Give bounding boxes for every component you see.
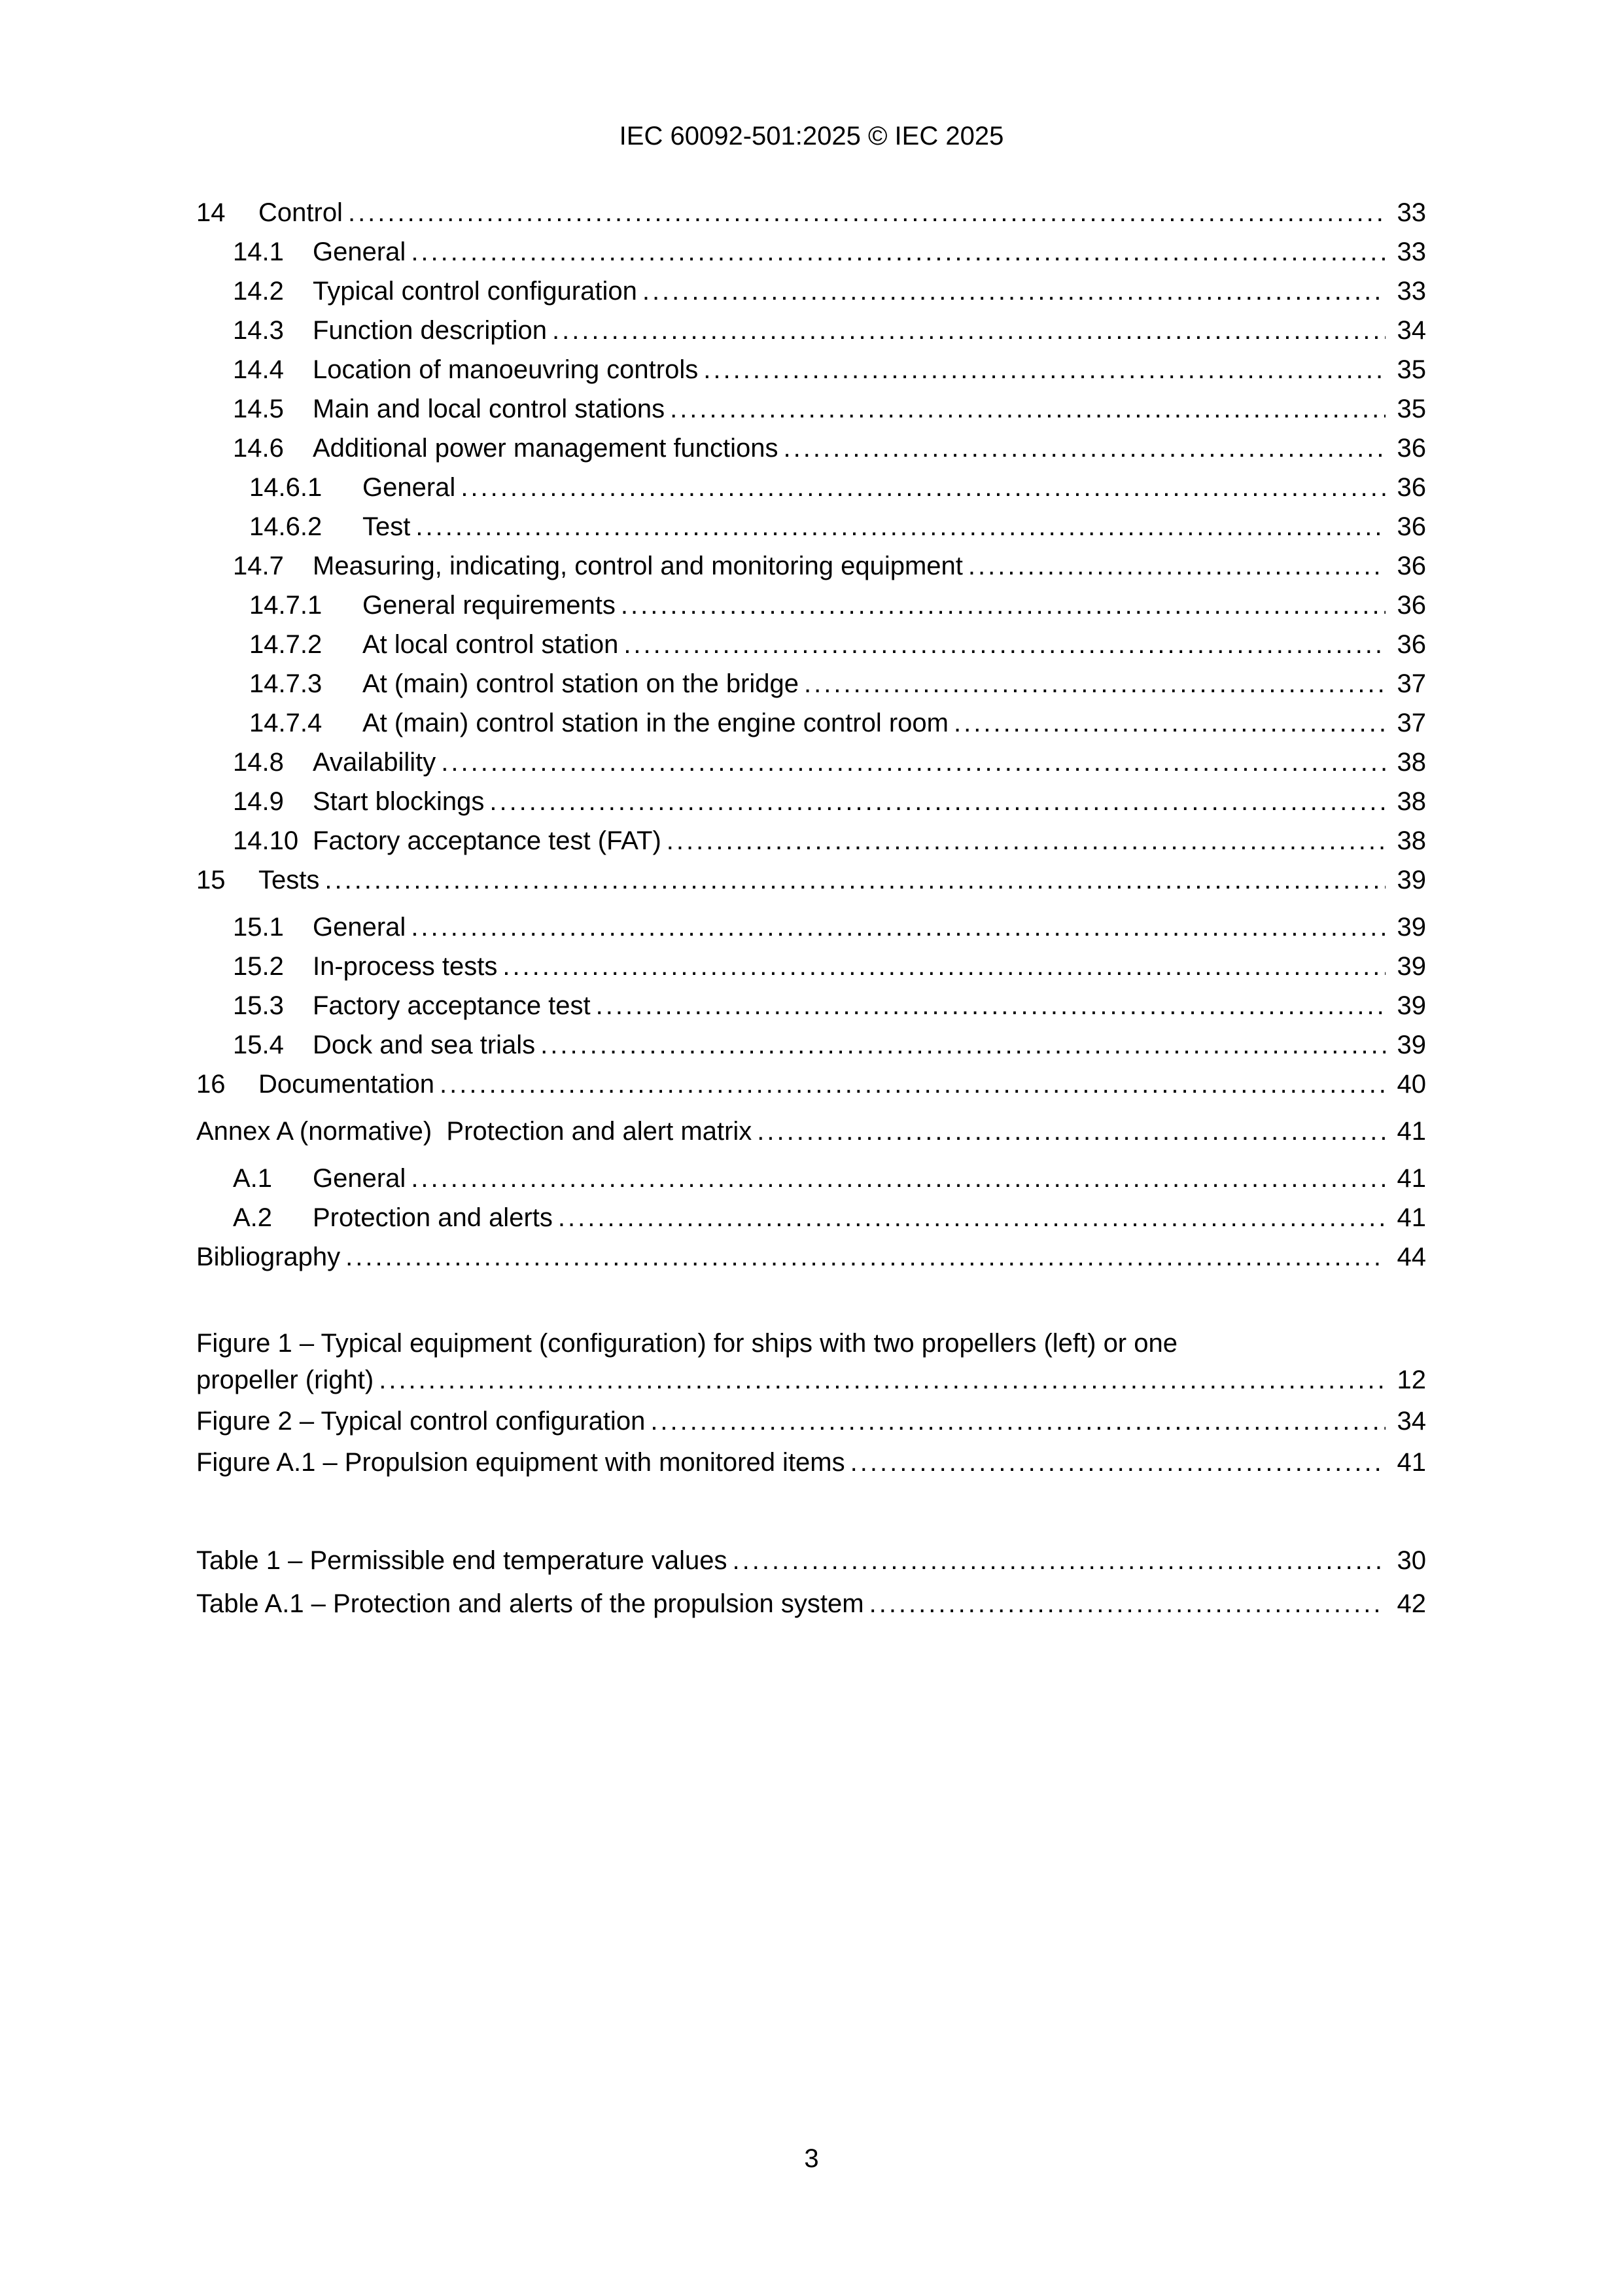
dot-leader — [441, 743, 1386, 782]
dot-leader — [411, 232, 1386, 272]
clause-number: 14.7.4 — [249, 709, 323, 737]
page-ref: 41 — [1397, 1164, 1426, 1193]
page-ref: 35 — [1397, 395, 1426, 423]
page-ref: 34 — [1397, 1407, 1426, 1436]
dot-leader — [411, 908, 1386, 947]
clause-title: General requirements — [362, 591, 616, 620]
clause-number: 14.7 — [233, 552, 284, 580]
clause-number: 15.1 — [233, 913, 284, 942]
clause-title: Bibliography — [196, 1243, 341, 1271]
dot-leader — [642, 272, 1386, 311]
clause-title: At local control station — [362, 630, 619, 659]
page-ref: 37 — [1397, 669, 1426, 698]
toc-row — [196, 389, 1426, 429]
dot-leader — [461, 468, 1386, 507]
clause-title: Start blockings — [313, 787, 485, 816]
figure-entry — [196, 1401, 1426, 1442]
clause-number: 14.9 — [233, 787, 284, 816]
clause-number: 14.1 — [233, 238, 284, 266]
page-ref: 41 — [1397, 1117, 1426, 1146]
clause-number: 14.7.1 — [249, 591, 323, 620]
dot-leader — [650, 1401, 1386, 1442]
page-ref: 36 — [1397, 630, 1426, 659]
dot-leader — [804, 664, 1386, 703]
clause-number: 14.6.1 — [249, 473, 323, 502]
toc-row — [196, 232, 1426, 272]
page-ref: 39 — [1397, 913, 1426, 942]
toc-row — [196, 1198, 1426, 1237]
page-ref: 36 — [1397, 434, 1426, 463]
clause-title: Annex A (normative) Protection and alert matrix — [196, 1117, 752, 1146]
page-ref: 33 — [1397, 277, 1426, 306]
toc-row — [196, 860, 1426, 900]
page-ref: 34 — [1397, 316, 1426, 345]
clause-number: 15.2 — [233, 952, 284, 981]
clause-number: 14.6.2 — [249, 512, 323, 541]
toc-row — [196, 703, 1426, 743]
dot-leader — [552, 311, 1386, 350]
clause-title: Documentation — [258, 1070, 435, 1099]
toc-row — [196, 821, 1426, 860]
page-ref: 39 — [1397, 991, 1426, 1020]
page-ref: 30 — [1397, 1546, 1426, 1575]
toc-row — [196, 1112, 1426, 1151]
clause-title: At (main) control station in the engine control room — [362, 709, 949, 737]
clause-number: 14.3 — [233, 316, 284, 345]
dot-leader — [415, 507, 1386, 546]
clause-title: Measuring, indicating, control and monitoring equipment — [313, 552, 963, 580]
clause-number: 14.10 — [233, 826, 299, 855]
running-header: IEC 60092-501:2025 © IEC 2025 — [619, 122, 1004, 150]
dot-leader — [850, 1442, 1386, 1483]
toc-row — [196, 782, 1426, 821]
toc-row — [196, 311, 1426, 350]
figure-entry — [196, 1442, 1426, 1483]
page-ref: 40 — [1397, 1070, 1426, 1099]
toc-row — [196, 664, 1426, 703]
dot-leader — [968, 546, 1386, 586]
page-ref: 42 — [1397, 1589, 1426, 1618]
page-ref: 36 — [1397, 473, 1426, 502]
clause-number: 15.4 — [233, 1031, 284, 1059]
clause-number: 14.7.3 — [249, 669, 323, 698]
toc-row — [196, 546, 1426, 586]
clause-number: 14.8 — [233, 748, 284, 777]
dot-leader — [621, 586, 1386, 625]
toc-row — [196, 1025, 1426, 1065]
dot-leader — [345, 1237, 1386, 1277]
dot-leader — [502, 947, 1386, 986]
clause-number: A.2 — [233, 1203, 273, 1232]
clause-title: Additional power management functions — [313, 434, 778, 463]
dot-leader — [348, 193, 1386, 232]
page-ref: 36 — [1397, 512, 1426, 541]
figure-entry — [196, 1360, 1426, 1401]
page-ref: 33 — [1397, 198, 1426, 227]
dot-leader — [440, 1065, 1386, 1104]
toc-row — [196, 350, 1426, 389]
figure-entry-line1: Figure 1 – Typical equipment (configuration) for ships with two propellers (left) or one — [196, 1329, 1178, 1358]
clause-title: Location of manoeuvring controls — [313, 355, 699, 384]
figure-title: Figure 2 – Typical control configuration — [196, 1407, 646, 1436]
table-entry — [196, 1539, 1426, 1582]
clause-title: Tests — [258, 866, 320, 894]
dot-leader — [489, 782, 1386, 821]
dot-leader — [757, 1112, 1386, 1151]
clause-number: 14 — [196, 198, 226, 227]
dot-leader — [596, 986, 1386, 1025]
clause-title: Test — [362, 512, 411, 541]
page-ref: 36 — [1397, 552, 1426, 580]
figures-list — [196, 1327, 1426, 1483]
clause-title: Factory acceptance test — [313, 991, 591, 1020]
clause-title: Typical control configuration — [313, 277, 637, 306]
clause-title: General — [362, 473, 456, 502]
toc-row — [196, 193, 1426, 232]
clause-title: Control — [258, 198, 343, 227]
clause-title: General — [313, 1164, 406, 1193]
page-ref: 37 — [1397, 709, 1426, 737]
clause-number: 16 — [196, 1070, 226, 1099]
figure-title: Figure A.1 – Propulsion equipment with monitored items — [196, 1448, 845, 1477]
clause-number: 15 — [196, 866, 226, 894]
clause-number: 15.3 — [233, 991, 284, 1020]
clause-number: 14.5 — [233, 395, 284, 423]
toc-row — [196, 429, 1426, 468]
page-ref: 39 — [1397, 1031, 1426, 1059]
clause-title: At (main) control station on the bridge — [362, 669, 799, 698]
page-ref: 44 — [1397, 1243, 1426, 1271]
page-ref: 33 — [1397, 238, 1426, 266]
table-of-contents — [196, 193, 1426, 1625]
clause-title: General — [313, 913, 406, 942]
page-ref: 12 — [1397, 1366, 1426, 1394]
dot-leader — [379, 1360, 1386, 1401]
clause-number: 14.2 — [233, 277, 284, 306]
toc-row — [196, 1159, 1426, 1198]
toc-row — [196, 1237, 1426, 1277]
figure-title: propeller (right) — [196, 1366, 374, 1394]
toc-row — [196, 586, 1426, 625]
dot-leader — [324, 860, 1386, 900]
toc-row — [196, 625, 1426, 664]
dot-leader — [703, 350, 1386, 389]
page-ref: 41 — [1397, 1203, 1426, 1232]
page-ref: 35 — [1397, 355, 1426, 384]
toc-row — [196, 468, 1426, 507]
dot-leader — [670, 389, 1386, 429]
dot-leader — [558, 1198, 1386, 1237]
page-ref: 36 — [1397, 591, 1426, 620]
clause-number: A.1 — [233, 1164, 273, 1193]
dot-leader — [733, 1539, 1386, 1582]
clause-title: In-process tests — [313, 952, 498, 981]
clause-title: Dock and sea trials — [313, 1031, 536, 1059]
clause-title: Protection and alerts — [313, 1203, 553, 1232]
clause-title: General — [313, 238, 406, 266]
clause-number: 14.4 — [233, 355, 284, 384]
page-ref: 39 — [1397, 952, 1426, 981]
clause-title: Factory acceptance test (FAT) — [313, 826, 661, 855]
dot-leader — [954, 703, 1386, 743]
toc-row — [196, 986, 1426, 1025]
toc-entries — [196, 193, 1426, 1277]
toc-row — [196, 743, 1426, 782]
table-entry — [196, 1582, 1426, 1625]
page-ref: 38 — [1397, 826, 1426, 855]
page-ref: 39 — [1397, 866, 1426, 894]
clause-number: 14.7.2 — [249, 630, 323, 659]
dot-leader — [411, 1159, 1386, 1198]
page-ref: 38 — [1397, 787, 1426, 816]
toc-row — [196, 507, 1426, 546]
clause-number: 14.6 — [233, 434, 284, 463]
page-footer-number: 3 — [804, 2144, 819, 2173]
dot-leader — [623, 625, 1386, 664]
toc-row — [196, 908, 1426, 947]
table-title: Table 1 – Permissible end temperature values — [196, 1546, 727, 1575]
clause-title: Function description — [313, 316, 547, 345]
page-ref: 41 — [1397, 1448, 1426, 1477]
table-title: Table A.1 – Protection and alerts of the propulsion system — [196, 1589, 864, 1618]
tables-list — [196, 1539, 1426, 1625]
toc-row — [196, 1065, 1426, 1104]
dot-leader — [869, 1582, 1386, 1625]
dot-leader — [667, 821, 1386, 860]
clause-title: Main and local control stations — [313, 395, 665, 423]
dot-leader — [784, 429, 1386, 468]
clause-title: Availability — [313, 748, 436, 777]
page-ref: 38 — [1397, 748, 1426, 777]
toc-row — [196, 947, 1426, 986]
toc-row — [196, 272, 1426, 311]
dot-leader — [540, 1025, 1386, 1065]
